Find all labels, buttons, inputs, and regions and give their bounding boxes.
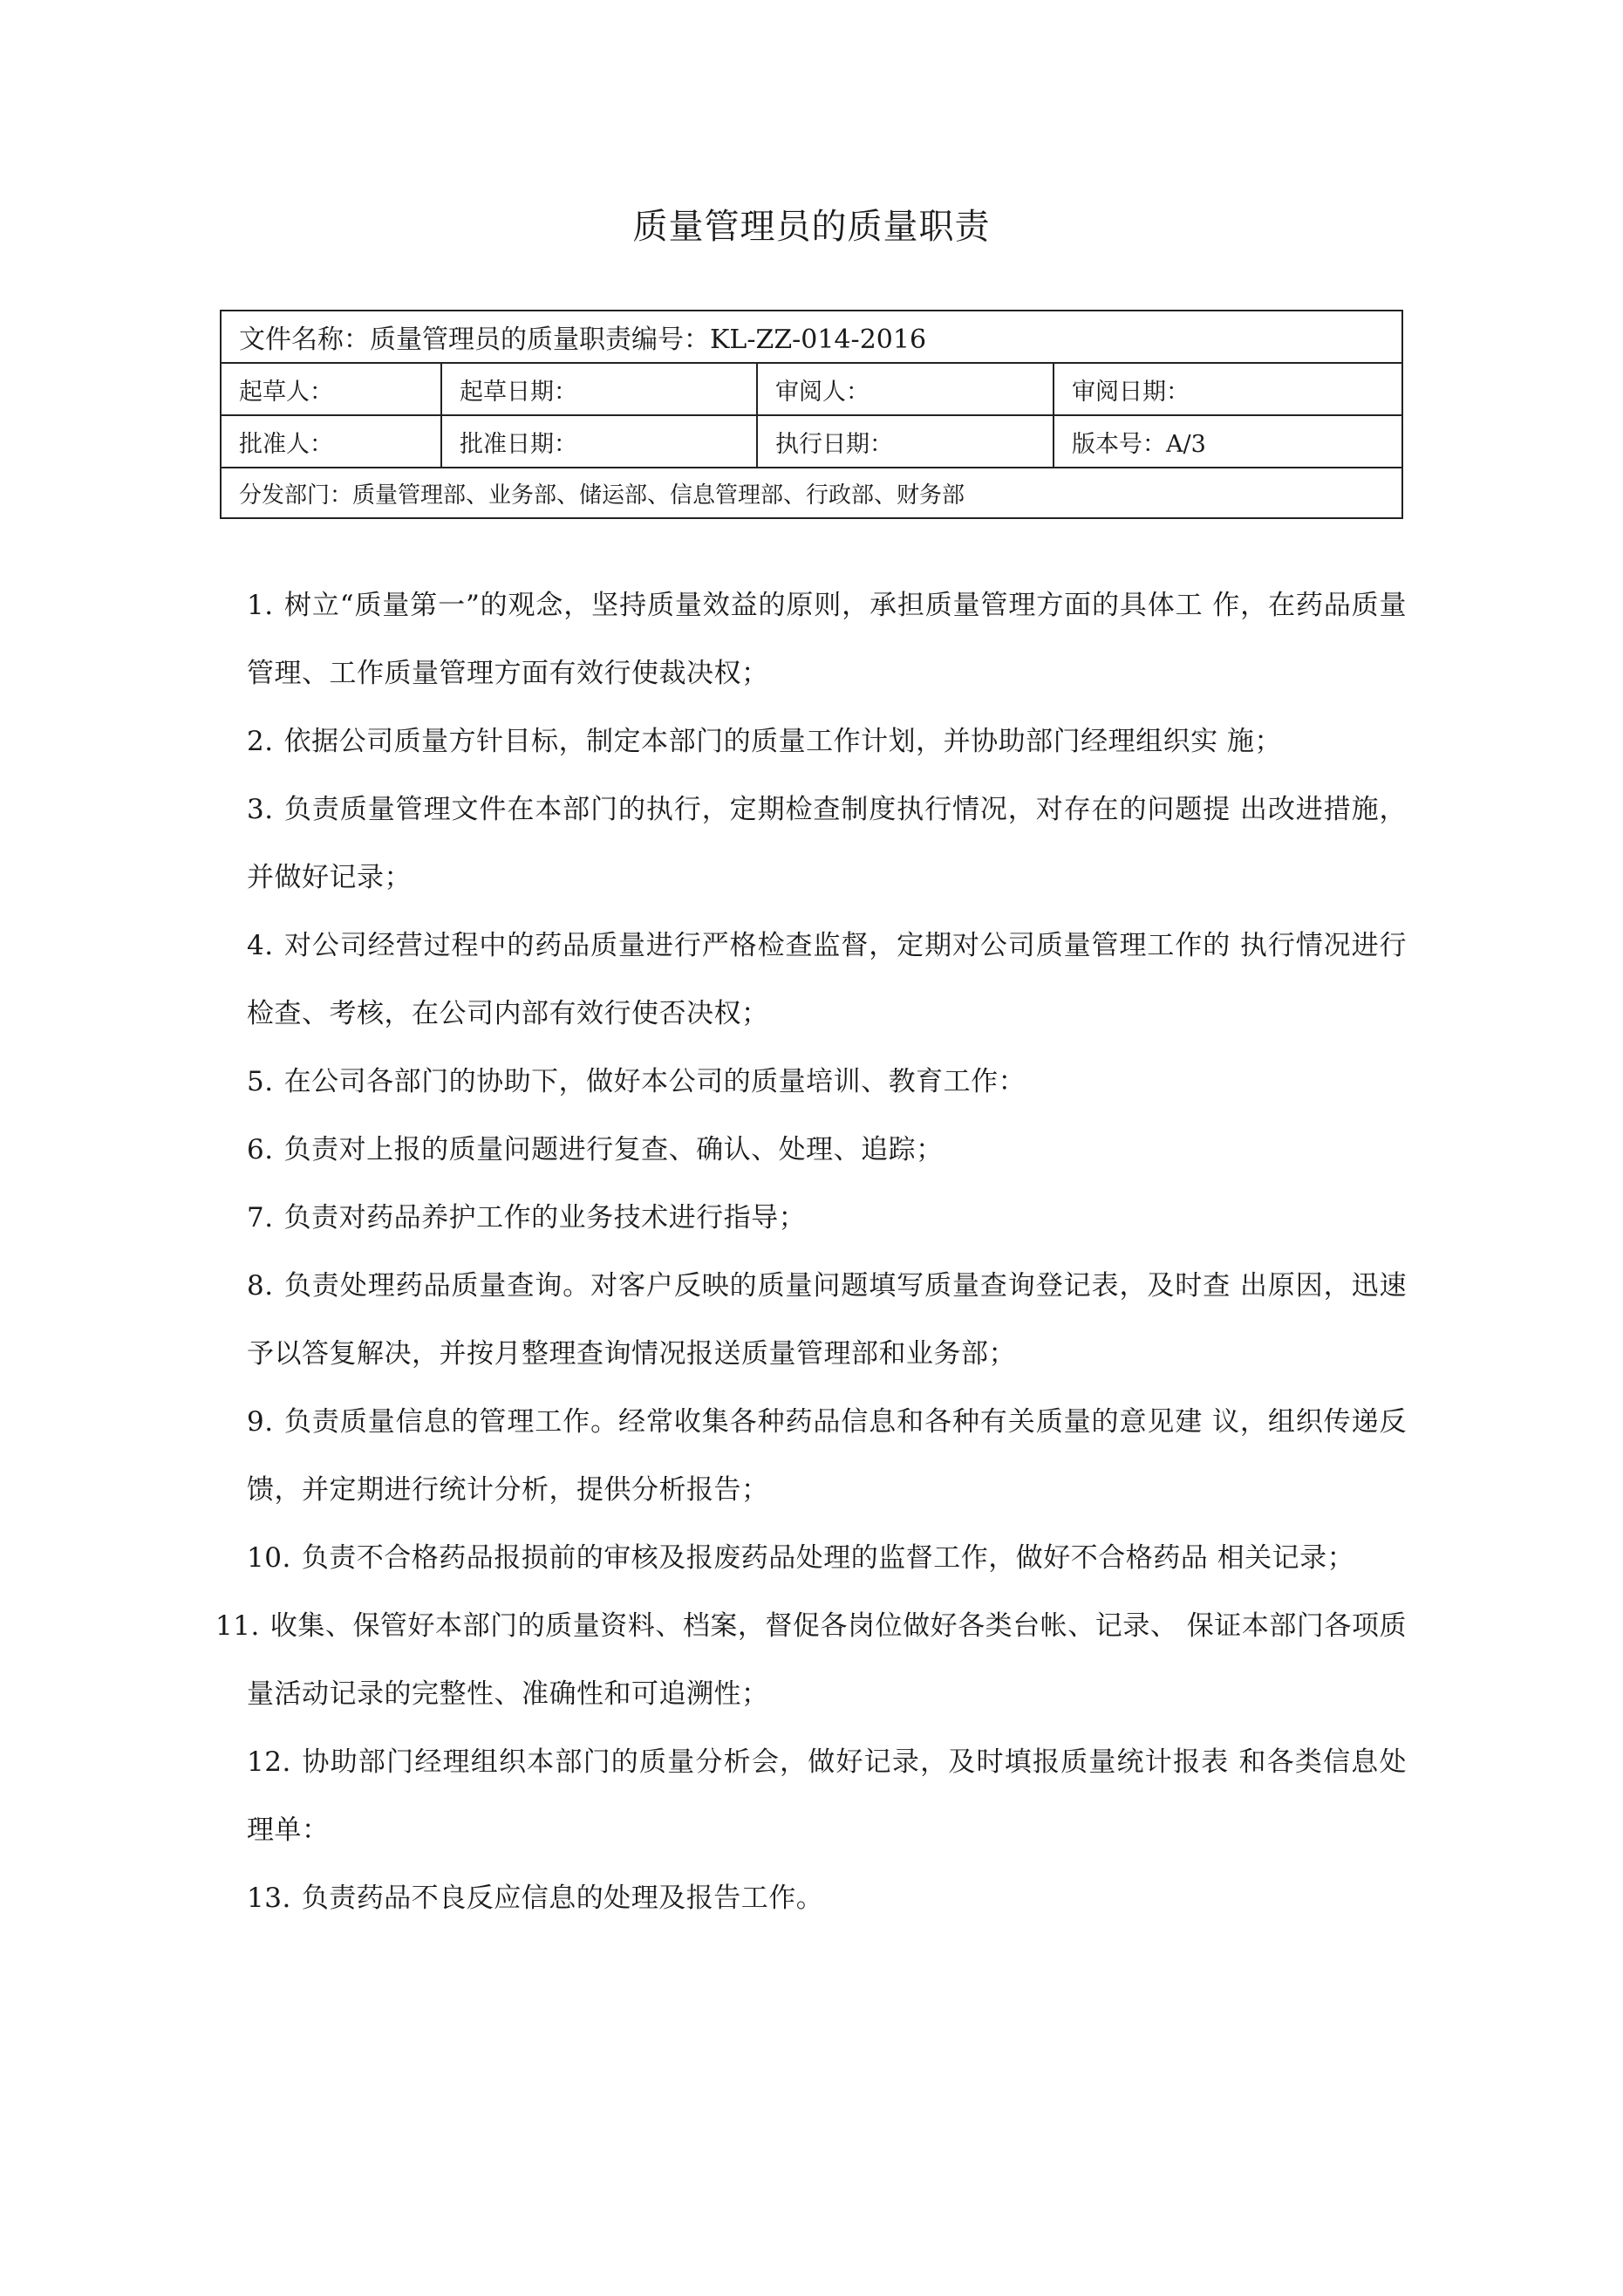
draft-row bbox=[221, 363, 1402, 415]
duty-number: 3. bbox=[247, 794, 274, 825]
code-value: KL-ZZ-014-2016 bbox=[710, 325, 927, 355]
duties-list bbox=[215, 571, 1407, 1932]
approver-cell bbox=[221, 415, 441, 468]
duty-text: 负责不合格药品报损前的审核及报废药品处理的监督工作，做好不合格药品 相关记录； bbox=[301, 1542, 1355, 1574]
duty-number: 11. bbox=[215, 1610, 260, 1642]
approval-row bbox=[221, 415, 1402, 468]
duty-item bbox=[247, 1252, 1407, 1388]
duty-text: 协助部门经理组织本部门的质量分析会，做好记录，及时填报质量统计报表 和各类信息处理单： bbox=[247, 1746, 1407, 1846]
review-date-cell bbox=[1054, 363, 1402, 415]
code-label: 编号： bbox=[631, 325, 710, 355]
file-name-cell bbox=[221, 311, 1402, 363]
duty-text: 在公司各部门的协助下，做好本公司的质量培训、教育工作： bbox=[283, 1066, 1026, 1097]
drafter-cell bbox=[221, 363, 441, 415]
duty-text: 收集、保管好本部门的质量资料、档案，督促各岗位做好各类台帐、记录、 保证本部门各项质量活动记录的完整性、准确性和可追溯性； bbox=[247, 1610, 1407, 1710]
distribution-label: 分发部门： bbox=[239, 482, 353, 509]
file-name-value: 质量管理员的质量职责 bbox=[370, 325, 631, 355]
duty-text: 负责处理药品质量查询。对客户反映的质量问题填写质量查询登记表，及时查 出原因，迅速予以答复解决，并按月整理查询情况报送质量管理部和业务部； bbox=[247, 1270, 1407, 1370]
duty-item bbox=[247, 1864, 1407, 1932]
duty-text: 树立“质量第一”的观念，坚持质量效益的原则，承担质量管理方面的具体工 作，在药品质量管理、工作质量管理方面有效行使裁决权； bbox=[247, 590, 1407, 689]
distribution-cell bbox=[221, 468, 1402, 518]
duty-text: 负责对药品养护工作的业务技术进行指导； bbox=[283, 1202, 807, 1233]
reviewer-cell bbox=[757, 363, 1054, 415]
effective-date-cell bbox=[757, 415, 1054, 468]
duty-item bbox=[247, 571, 1407, 707]
duty-item bbox=[247, 1116, 1407, 1184]
approve-date-label: 批准日期： bbox=[460, 430, 577, 458]
duty-text: 对公司经营过程中的药品质量进行严格检查监督，定期对公司质量管理工作的 执行情况进行检查、考核，在公司内部有效行使否决权； bbox=[247, 930, 1407, 1029]
file-name-row bbox=[221, 311, 1402, 363]
document-info-table bbox=[220, 310, 1403, 519]
duty-number: 1. bbox=[247, 590, 274, 621]
duty-item bbox=[247, 776, 1407, 912]
duty-number: 2. bbox=[247, 726, 274, 757]
duty-item bbox=[247, 1388, 1407, 1524]
duty-number: 4. bbox=[247, 930, 274, 961]
duty-item bbox=[247, 1048, 1407, 1116]
file-name-label: 文件名称： bbox=[239, 325, 370, 355]
approve-date-cell bbox=[441, 415, 757, 468]
version-cell bbox=[1054, 415, 1402, 468]
duty-text: 负责质量管理文件在本部门的执行，定期检查制度执行情况，对存在的问题提 出改进措施，并做好记录； bbox=[247, 794, 1407, 893]
reviewer-label: 审阅人： bbox=[775, 378, 869, 406]
duty-item bbox=[247, 1184, 1407, 1252]
duty-number: 13. bbox=[247, 1883, 291, 1914]
duty-text: 负责质量信息的管理工作。经常收集各种药品信息和各种有关质量的意见建 议，组织传递反馈，并定期进行统计分析，提供分析报告； bbox=[247, 1406, 1407, 1506]
duty-number: 10. bbox=[247, 1542, 291, 1574]
drafter-label: 起草人： bbox=[239, 378, 333, 406]
duty-item bbox=[215, 1592, 1407, 1728]
duty-number: 5. bbox=[247, 1066, 274, 1097]
duty-number: 12. bbox=[247, 1746, 291, 1778]
page-title: 质量管理员的质量职责 bbox=[632, 207, 991, 247]
version-value: A/3 bbox=[1166, 430, 1206, 458]
approver-label: 批准人： bbox=[239, 430, 333, 458]
duty-text: 负责药品不良反应信息的处理及报告工作。 bbox=[301, 1883, 824, 1914]
distribution-row bbox=[221, 468, 1402, 518]
duty-item bbox=[247, 707, 1407, 776]
duty-item bbox=[247, 1524, 1407, 1592]
duty-text: 负责对上报的质量问题进行复查、确认、处理、追踪； bbox=[283, 1134, 944, 1165]
effective-date-label: 执行日期： bbox=[775, 430, 893, 458]
duty-number: 6. bbox=[247, 1134, 274, 1165]
review-date-label: 审阅日期： bbox=[1072, 378, 1190, 406]
duty-number: 8. bbox=[247, 1270, 274, 1302]
draft-date-label: 起草日期： bbox=[460, 378, 577, 406]
duty-item bbox=[247, 1728, 1407, 1864]
duty-item bbox=[247, 912, 1407, 1048]
duty-number: 9. bbox=[247, 1406, 274, 1438]
version-label: 版本号： bbox=[1072, 430, 1166, 458]
duty-text: 依据公司质量方针目标，制定本部门的质量工作计划，并协助部门经理组织实 施； bbox=[283, 726, 1282, 757]
draft-date-cell bbox=[441, 363, 757, 415]
duty-number: 7. bbox=[247, 1202, 274, 1233]
distribution-value: 质量管理部、业务部、储运部、信息管理部、行政部、财务部 bbox=[352, 482, 965, 509]
